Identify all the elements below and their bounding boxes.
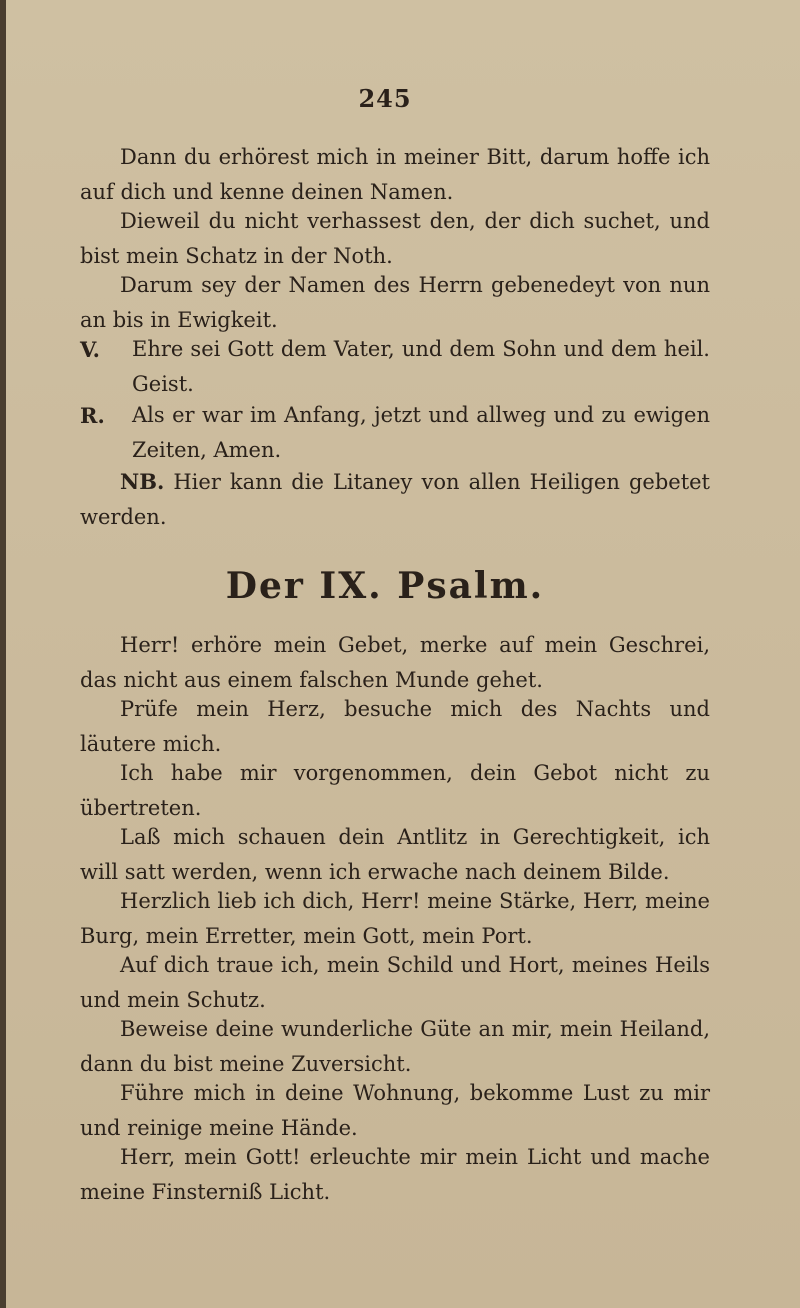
psalm-paragraph: Herzlich lieb ich dich, Herr! meine Stärke, Herr, meine Burg, mein Erretter, mein Gott, mein Port. [80, 889, 710, 948]
note-text: Hier kann die Litaney von allen Heiligen gebetet werden. [80, 470, 711, 529]
response-text: Als er war im Anfang, jetzt und allweg und zu ewigen Zeiten, Amen. [132, 403, 710, 462]
versicle [80, 332, 710, 402]
section-heading: Der IX. Psalm. [225, 565, 545, 607]
paragraph: Dann du erhörest mich in meiner Bitt, darum hoffe ich auf dich und kenne deinen Namen. [80, 145, 710, 204]
psalm-paragraph: Herr, mein Gott! erleuchte mir mein Licht und mache meine Finsterniß Licht. [80, 1145, 710, 1204]
psalm-paragraph: Ich habe mir vorgenommen, dein Gebot nicht zu übertreten. [80, 761, 710, 820]
psalm-paragraph: Laß mich schauen dein Antlitz in Gerechtigkeit, ich will satt werden, wenn ich erwache nach deinem Bilde. [80, 825, 710, 884]
psalm-paragraph: Auf dich traue ich, mein Schild und Hort, meines Heils und mein Schutz. [80, 953, 710, 1012]
note-marker: NB. [120, 469, 165, 494]
response-marker: R. [80, 403, 105, 428]
paragraph: Dieweil du nicht verhassest den, der dich suchet, und bist mein Schatz in der Noth. [80, 209, 710, 268]
paragraph: Darum sey der Namen des Herrn gebenedeyt von nun an bis in Ewigkeit. [80, 273, 710, 332]
page-edge [0, 0, 6, 1308]
psalm-paragraph: Beweise deine wunderliche Güte an mir, mein Heiland, dann du bist meine Zuversicht. [80, 1017, 710, 1076]
page-number: 245 [358, 84, 412, 113]
versicle-text: Ehre sei Gott dem Vater, und dem Sohn und dem heil. Geist. [132, 337, 710, 396]
psalm-paragraph: Prüfe mein Herz, besuche mich des Nachts und läutere mich. [80, 697, 710, 756]
versicle-marker: V. [80, 337, 100, 362]
psalm-paragraph: Führe mich in deine Wohnung, bekomme Lust zu mir und reinige meine Hände. [80, 1081, 710, 1140]
psalm-paragraph: Herr! erhöre mein Gebet, merke auf mein Geschrei, das nicht aus einem falschen Munde gehet. [80, 633, 710, 692]
note [80, 464, 710, 535]
response [80, 398, 710, 468]
